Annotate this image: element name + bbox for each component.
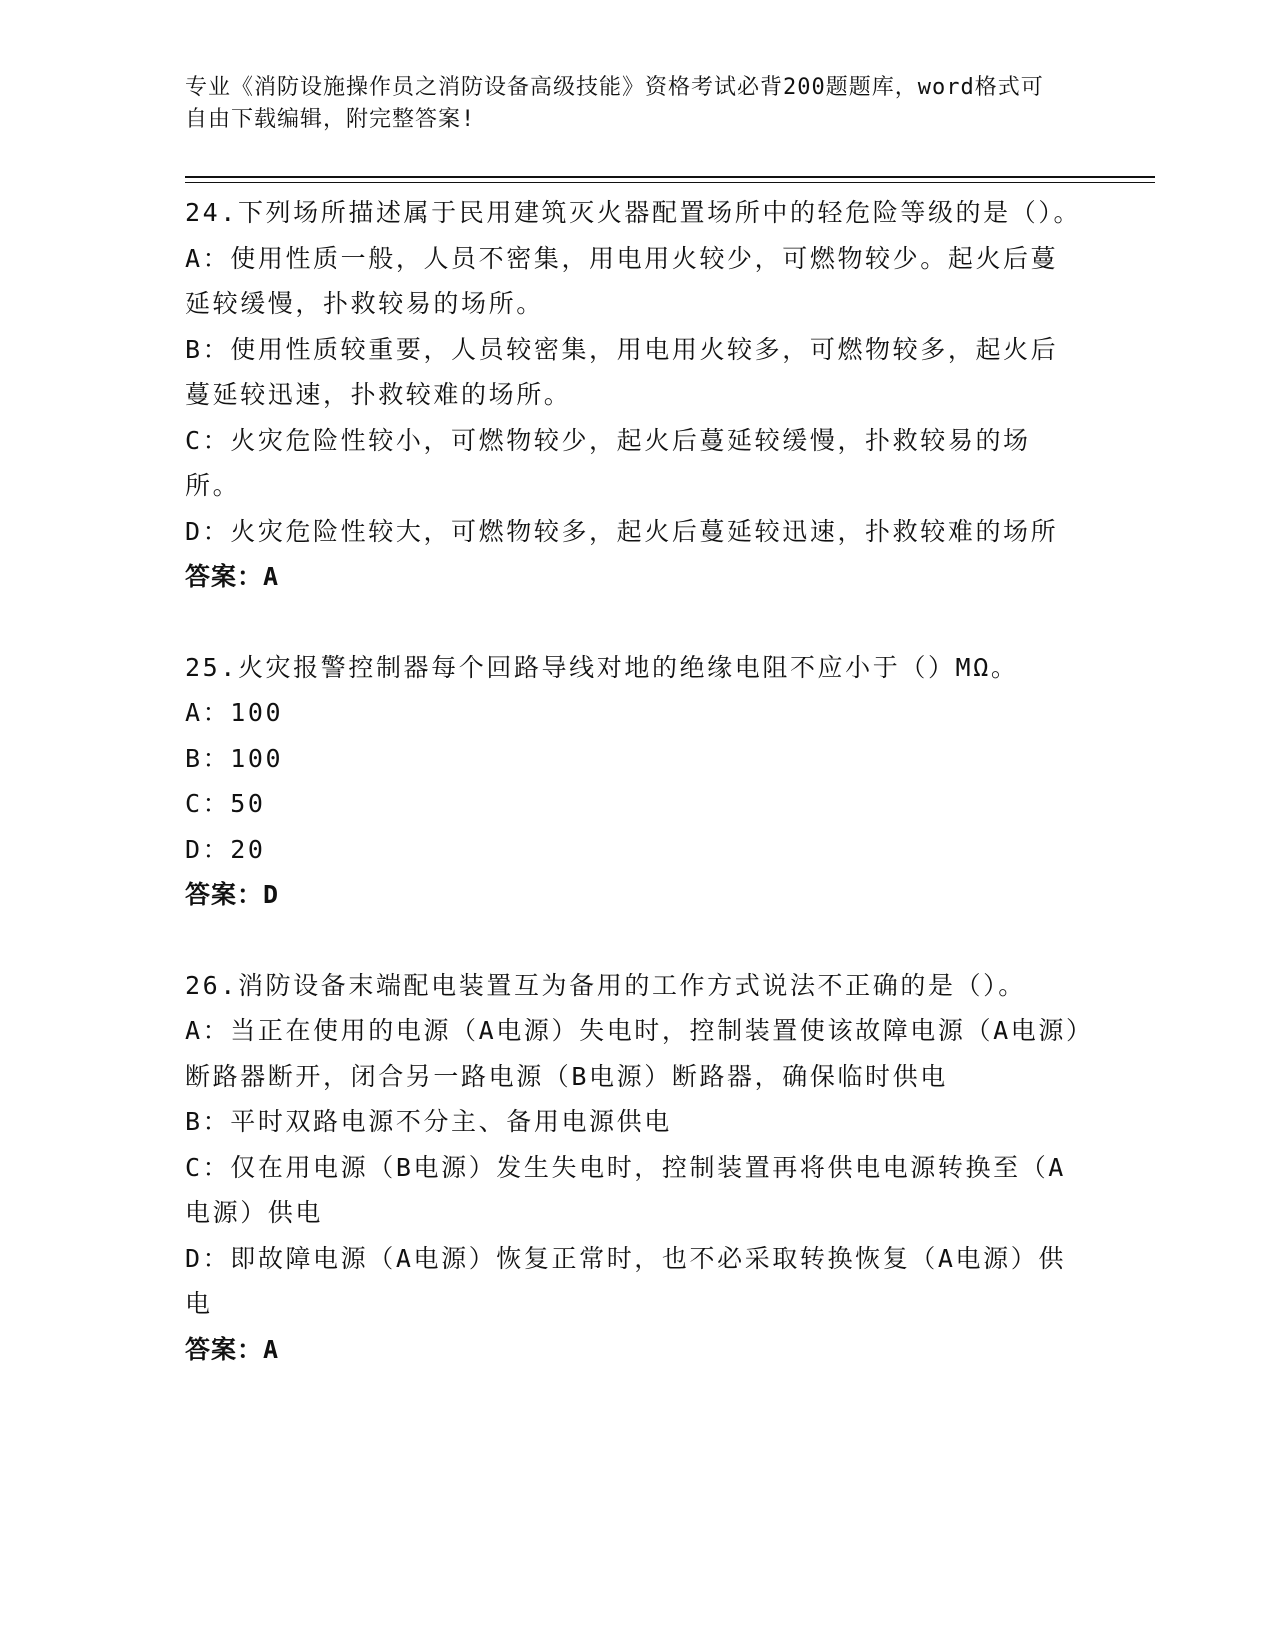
question-24	[185, 190, 1085, 600]
question-stem: 25.火灾报警控制器每个回路导线对地的绝缘电阻不应小于（）MΩ。	[185, 652, 1019, 682]
document-header: 专业《消防设施操作员之消防设备高级技能》资格考试必背200题题库，word格式可自由下载编辑，附完整答案!	[185, 75, 1044, 132]
question-26	[185, 963, 1085, 1373]
option-d: D：火灾危险性较大，可燃物较多，起火后蔓延较迅速，扑救较难的场所	[185, 516, 1059, 546]
option-d: D：20	[185, 834, 266, 864]
question-25	[185, 645, 1085, 918]
header-rule-thick	[185, 176, 1155, 178]
option-b: B：100	[185, 743, 284, 773]
option-d: D：即故障电源（A电源）恢复正常时，也不必采取转换恢复（A电源）供电	[185, 1243, 1066, 1318]
option-b: B：平时双路电源不分主、备用电源供电	[185, 1107, 672, 1136]
header-rule-thin	[185, 182, 1155, 183]
option-a: A：当正在使用的电源（A电源）失电时，控制装置使该故障电源（A电源）断路器断开，闭合另一路电源（B电源）断路器，确保临时供电	[185, 1016, 1082, 1091]
option-a: A：使用性质一般，人员不密集，用电用火较少，可燃物较少。起火后蔓延较缓慢，扑救较易的场所。	[185, 243, 1059, 318]
answer-label: 答案：A	[185, 1334, 280, 1364]
option-b: B：使用性质较重要，人员较密集，用电用火较多，可燃物较多，起火后蔓延较迅速，扑救较难的场所。	[185, 334, 1059, 409]
option-c: C：仅在用电源（B电源）发生失电时，控制装置再将供电电源转换至（A电源）供电	[185, 1152, 1066, 1227]
option-c: C：火灾危险性较小，可燃物较少，起火后蔓延较缓慢，扑救较易的场所。	[185, 425, 1031, 500]
question-stem: 24.下列场所描述属于民用建筑灭火器配置场所中的轻危险等级的是（）。	[185, 198, 1082, 227]
option-a: A：100	[185, 698, 284, 727]
question-list	[185, 190, 1085, 1417]
answer-label: 答案：D	[185, 880, 280, 909]
option-c: C：50	[185, 789, 266, 818]
question-stem: 26.消防设备末端配电装置互为备用的工作方式说法不正确的是（）。	[185, 970, 1026, 1000]
answer-label: 答案：A	[185, 562, 280, 591]
